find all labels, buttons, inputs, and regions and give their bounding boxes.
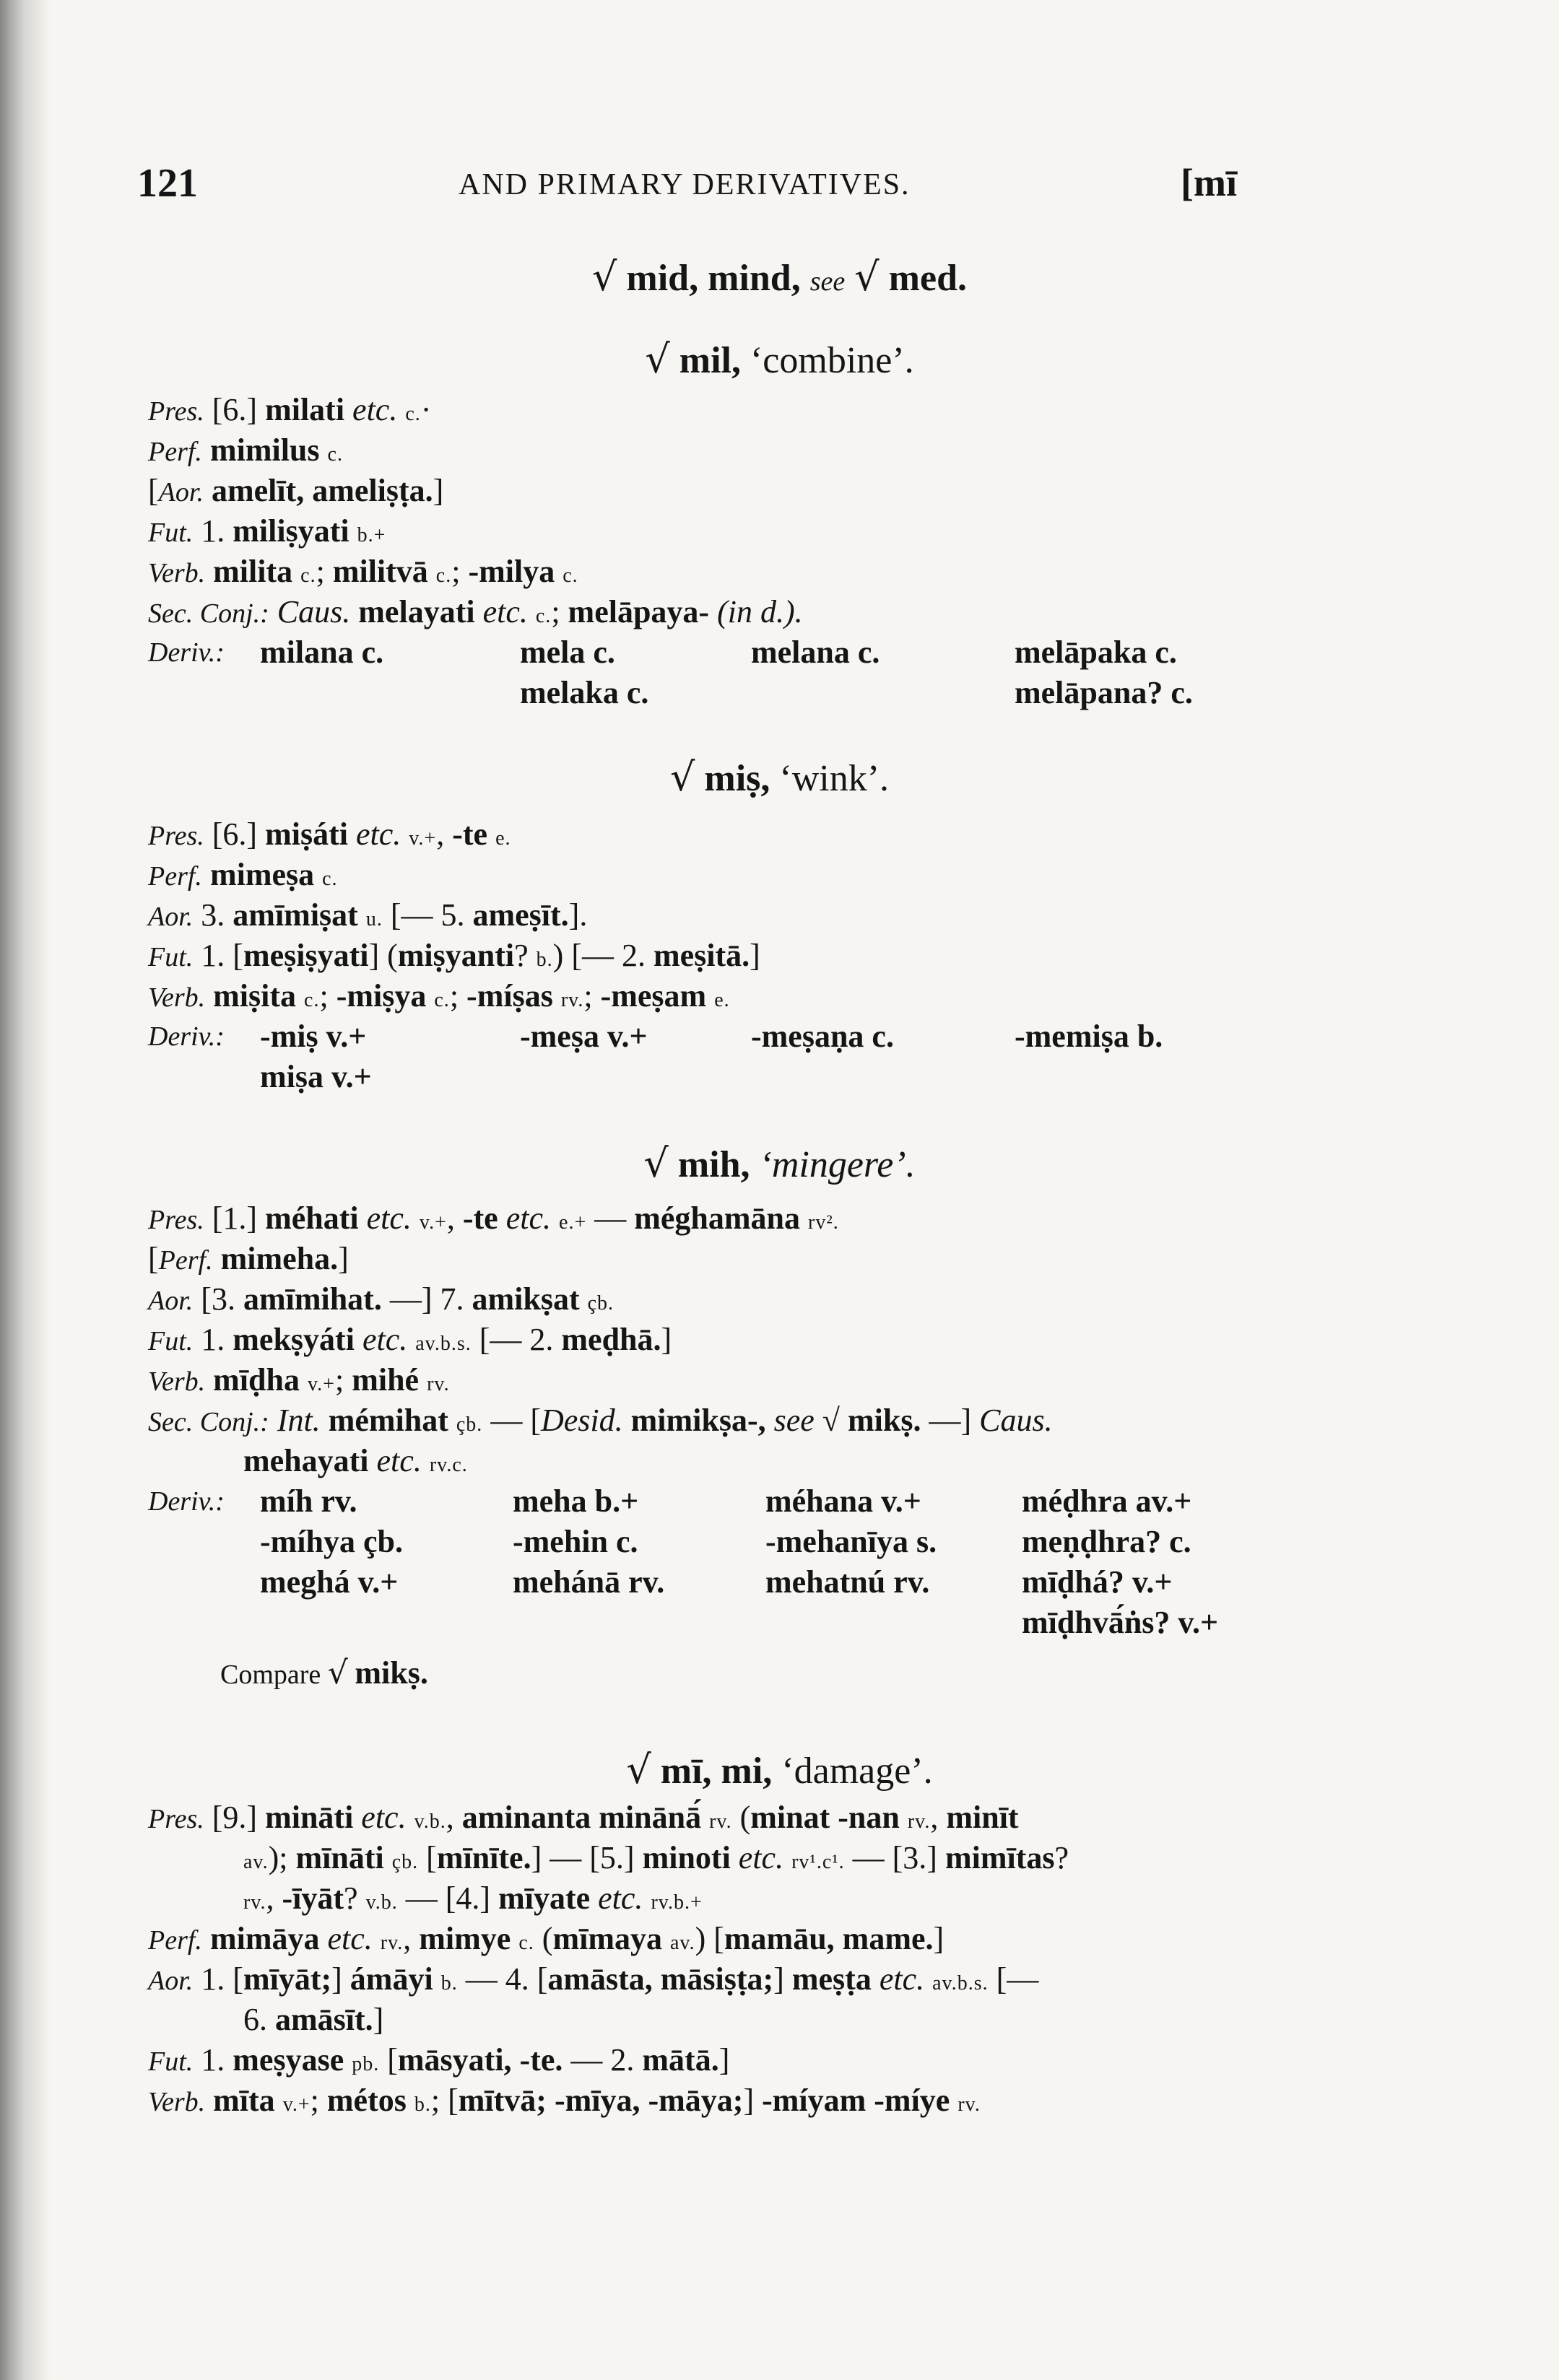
entry-mih [148,1198,1462,1691]
derivatives-row: meghá v.+ mehánā rv. mehatnú rv. mīḍhá? v.+ [260,1564,1173,1600]
root-gloss: ‘mingere’. [759,1144,916,1185]
line-present: Pres. [6.] milati etc. c.· [148,392,432,427]
root-gloss: ‘combine’. [750,340,914,381]
root-heading-mi [0,1747,1559,1792]
radical-sign-icon: √ [645,336,670,382]
radical-sign-icon: √ [854,254,880,300]
line-present: Pres. [9.] mināti etc. v.b., aminanta minānā́ rv. (minat -nan rv., minīt [148,1800,1019,1835]
radical-sign-icon: √ [327,1655,348,1691]
root-heading-mis [0,754,1559,800]
root-name: miṣ, [704,758,770,799]
line-aorist: Aor. 3. amīmiṣat u. [— 5. ameṣīt.]. [148,897,588,933]
derivatives-row: Deriv.: -miṣ v.+ -meṣa v.+ -meṣaṇa c. -memiṣa b. [148,1016,1462,1057]
line-aorist: [Aor. amelīt, ameliṣṭa.] [148,473,444,508]
line-verbal: Verb. mīta v.+; métos b.; [mītvā; -mīya, -māya;] -míyam -míye rv. [148,2083,981,2118]
running-title: AND PRIMARY DERIVATIVES. [459,168,911,201]
root-name: mil, [679,340,741,381]
root-name: mī, mi, [660,1751,773,1792]
line-future: Fut. 1. [meṣiṣyati] (miṣyanti? b.) [— 2. meṣitā.] [148,938,760,973]
root-heading-mil [0,336,1559,382]
line-verbal: Verb. miṣita c.; -miṣya c.; -míṣas rv.; -meṣam e. [148,978,730,1014]
line-perfect: [Perf. mimeha.] [148,1241,349,1276]
radical-sign-icon: √ [592,254,617,300]
entry-mi [148,1797,1462,2121]
derivatives-label: Deriv.: [148,1021,225,1052]
derivatives-row: Deriv.: milana c. mela c. melana c. melāpaka c. [148,632,1462,673]
radical-sign-icon: √ [626,1747,651,1792]
line-future: Fut. 1. mekṣyáti etc. av.b.s. [— 2. meḍhā.] [148,1322,672,1357]
line-continuation: 6. amāsīt.] [243,2002,384,2037]
line-verbal: Verb. mīḍha v.+; mihé rv. [148,1362,450,1398]
derivatives-row: miṣa v.+ [260,1059,372,1094]
headword-tag: [mī [1181,161,1237,204]
derivatives-row: melaka c. melāpana? c. [520,675,1193,710]
line-present: Pres. [6.] miṣáti etc. v.+, -te e. [148,816,511,852]
root-heading-mid [0,254,1559,300]
page-number: 121 [137,161,198,206]
entry-mil [148,390,1462,713]
line-aorist: Aor. 1. [mīyāt;] ámāyi b. — 4. [amāsta, māsiṣṭa;] meṣṭa etc. av.b.s. [— [148,1961,1039,1997]
see-label: see [809,266,846,297]
derivatives-row: -míhya çb. -mehin c. -mehanīya s. meṇḍhra? c. [260,1524,1191,1559]
root-heading-mih [0,1141,1559,1186]
line-perfect: Perf. mimilus c. [148,432,343,468]
root-gloss: ‘damage’. [781,1751,933,1792]
entry-mis [148,814,1462,1097]
radical-sign-icon: √ [643,1141,669,1186]
root-gloss: ‘wink’. [779,758,890,799]
derivatives-row: Deriv.: míh rv. meha b.+ méhana v.+ méḍhra av.+ [148,1481,1462,1522]
derivatives-label: Deriv.: [148,637,225,668]
line-secondary-conjugation: Sec. Conj.: Caus. melayati etc. c.; melāpaya- (in d.). [148,594,803,629]
line-continuation: mehayati etc. rv.c. [243,1443,468,1478]
line-perfect: Perf. mimeṣa c. [148,857,338,892]
line-secondary-conjugation: Sec. Conj.: Int. mémihat çb. — [Desid. mimikṣa-, see √ mikṣ. —] Caus. [148,1403,1053,1438]
derivatives-label: Deriv.: [148,1486,225,1517]
compare-note: Compare √ mikṣ. [220,1655,428,1691]
line-aorist: Aor. [3. amīmihat. —] 7. amikṣat çb. [148,1281,615,1317]
line-future: Fut. 1. miliṣyati b.+ [148,513,386,549]
line-continuation: av.); mīnāti çb. [mīnīte.] — [5.] minoti etc. rv¹.c¹. — [3.] mimītas? [243,1840,1069,1875]
line-continuation: rv., -īyāt? v.b. — [4.] mīyate etc. rv.b.+ [243,1880,703,1916]
cross-reference: med. [888,258,967,299]
root-name: mid, mind, [626,258,801,299]
line-verbal: Verb. milita c.; militvā c.; -milya c. [148,554,578,589]
root-name: mih, [677,1144,750,1185]
line-perfect: Perf. mimāya etc. rv., mimye c. (mīmaya av.) [mamāu, mame.] [148,1921,944,1956]
line-present: Pres. [1.] méhati etc. v.+, -te etc. e.+ — méghamāna rv². [148,1200,839,1236]
line-future: Fut. 1. meṣyase pb. [māsyati, -te. — 2. mātā.] [148,2042,730,2078]
derivatives-row: mīḍhvā́ṅs? v.+ [1022,1605,1219,1640]
running-header [137,160,1559,211]
radical-sign-icon: √ [669,754,695,800]
